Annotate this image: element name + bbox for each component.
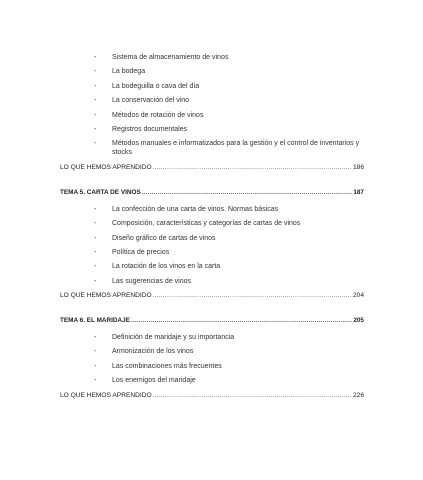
toc-item-text: Los enemigos del maridaje	[112, 377, 196, 385]
page-number: 226	[352, 391, 364, 399]
bullet-dash: -	[94, 220, 97, 228]
toc-item[interactable]	[60, 277, 364, 286]
toc-item[interactable]	[60, 376, 364, 385]
bullet-dash: -	[94, 97, 97, 105]
bullet-dash: -	[94, 263, 97, 271]
toc-item-text: Las sugerencias de vinos	[112, 277, 191, 285]
toc-item-text: La confección de una carta de vinos. Normas básicas	[112, 205, 279, 213]
toc-item[interactable]	[60, 53, 364, 62]
toc-item-text: Armonización de los vinos	[112, 348, 194, 356]
toc-item[interactable]	[60, 262, 364, 271]
bullet-dash: -	[94, 277, 97, 285]
dot-leader	[131, 316, 352, 325]
toc-item-text: Sistema de almacenamiento de vinos	[112, 54, 229, 61]
bullet-dash: -	[94, 377, 97, 385]
bullet-dash: -	[94, 111, 97, 119]
summary-label: LO QUE HEMOS APRENDIDO	[60, 292, 152, 300]
toc-item[interactable]	[60, 347, 364, 356]
toc-item[interactable]	[60, 82, 364, 91]
bullet-dash: -	[94, 334, 97, 342]
toc-item-text: Las combinaciones más frecuentes	[112, 362, 222, 370]
bullet-dash: -	[94, 348, 97, 356]
bullet-dash: -	[94, 68, 97, 76]
bullet-dash: -	[94, 54, 97, 61]
bullet-dash: -	[94, 125, 97, 133]
toc-item-text: La bodeguilla o cava del día	[112, 82, 200, 90]
toc-item[interactable]	[60, 96, 364, 105]
page-number: 205	[353, 317, 364, 325]
bullet-dash: -	[94, 140, 97, 148]
page-number: 186	[352, 163, 364, 171]
toc-summary-row[interactable]	[60, 163, 364, 172]
page-number: 204	[352, 292, 364, 300]
toc-item[interactable]	[60, 111, 364, 120]
page-number: 187	[353, 188, 364, 196]
summary-label: LO QUE HEMOS APRENDIDO	[60, 391, 152, 399]
toc-item[interactable]	[60, 205, 364, 214]
toc-item-text: Métodos de rotación de vinos	[112, 111, 204, 119]
toc-item-text: Diseño gráfico de cartas de vinos	[112, 234, 216, 242]
dot-leader	[153, 291, 352, 300]
dot-leader	[142, 188, 353, 197]
toc-item-text: La bodega	[112, 68, 146, 76]
bullet-dash: -	[94, 362, 97, 370]
bullet-dash: -	[94, 248, 97, 256]
toc-summary-row[interactable]	[60, 391, 364, 400]
dot-leader	[153, 391, 352, 400]
toc-item[interactable]	[60, 125, 364, 134]
toc-summary-row[interactable]	[60, 291, 364, 300]
toc-item-text: La conservación del vino	[112, 97, 190, 105]
bullet-dash: -	[94, 234, 97, 242]
chapter-title: TEMA 6. EL MARIDAJE	[60, 317, 130, 325]
toc-item-text: La rotación de los vinos en la carta	[112, 263, 221, 271]
toc-item[interactable]	[60, 139, 364, 157]
toc-chapter-row[interactable]	[60, 316, 364, 325]
summary-label: LO QUE HEMOS APRENDIDO	[60, 163, 152, 171]
toc-item-text: Métodos manuales e informatizados para la gestión y el control de inventarios y stocks	[112, 140, 360, 157]
bullet-dash: -	[94, 82, 97, 90]
toc-item-text: Definición de maridaje y su importancia	[112, 334, 235, 342]
toc-chapter-row[interactable]	[60, 188, 364, 197]
toc-item[interactable]	[60, 219, 364, 228]
toc-item-text: Registros documentales	[112, 125, 188, 133]
toc-item[interactable]	[60, 333, 364, 342]
toc-item-text: Política de precios	[112, 248, 170, 256]
bullet-dash: -	[94, 205, 97, 213]
chapter-title: TEMA 5. CARTA DE VINOS	[60, 188, 141, 196]
toc-item[interactable]	[60, 67, 364, 76]
toc-item[interactable]	[60, 248, 364, 257]
toc-item[interactable]	[60, 362, 364, 371]
toc-item[interactable]	[60, 234, 364, 243]
dot-leader	[153, 163, 352, 172]
table-of-contents	[60, 53, 364, 400]
toc-item-text: Composición, características y categorías de cartas de vinos	[112, 220, 301, 228]
